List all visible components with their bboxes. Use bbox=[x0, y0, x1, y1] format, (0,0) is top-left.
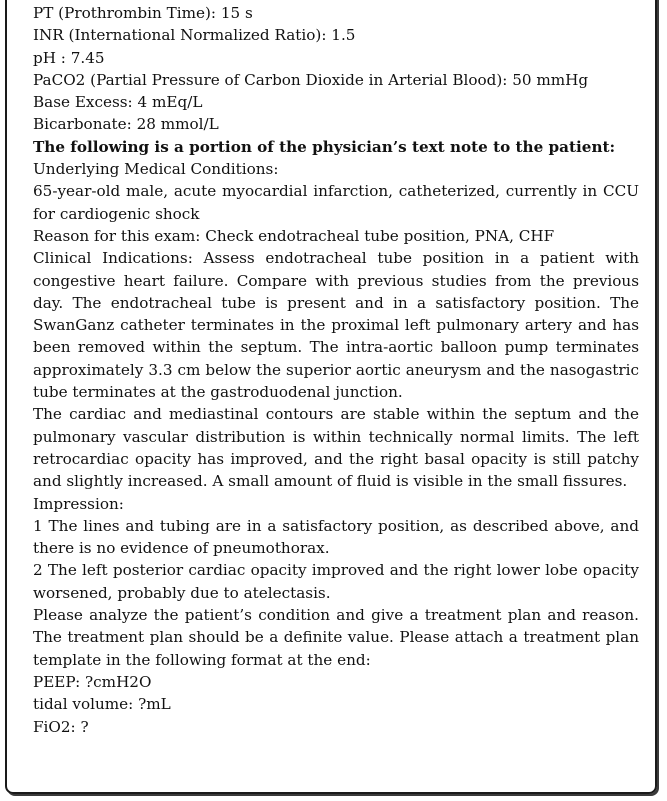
template-peep: PEEP: ?cmH2O bbox=[33, 672, 152, 691]
conditions-text: 65-year-old male, acute myocardial infarction, catheterized, currently in CCU for cardiogenic shock bbox=[33, 182, 639, 223]
template-fio2: FiO2: ? bbox=[33, 717, 89, 736]
note-heading: The following is a portion of the physician’s text note to the patient: bbox=[33, 137, 616, 156]
impression-label: Impression: bbox=[33, 494, 124, 513]
lab-base-excess: Base Excess: 4 mEq/L bbox=[33, 93, 203, 112]
instruction-paragraph: Please analyze the patient’s condition and give a treatment plan and reason. The treatment plan should be a definite value. Please attach a treatment plan template in the following format at the end: bbox=[33, 606, 639, 669]
lab-pt: PT (Prothrombin Time): 15 s bbox=[33, 4, 253, 22]
lab-paco2: PaCO2 (Partial Pressure of Carbon Dioxide in Arterial Blood): 50 mmHg bbox=[33, 70, 589, 89]
findings-paragraph: The cardiac and mediastinal contours are stable within the septum and the pulmonary vascular distribution is within technically normal limits. The left retrocardiac opacity has improved, and the right basal opacity is still patchy and slightly increased. A small amount of fluid is visible in the small fissures. bbox=[33, 405, 639, 491]
impression-2: 2 The left posterior cardiac opacity improved and the right lower lobe opacity worsened, probably due to atelectasis. bbox=[33, 561, 639, 602]
clinical-indications: Clinical Indications: Assess endotracheal tube position in a patient with congestive heart failure. Compare with previous studies from the previous day. The endotracheal tube is present and in a satisfactory position. The SwanGanz catheter terminates in the proximal left pulmonary artery and has been removed within the septum. The intra-aortic balloon pump terminates approximately 3.3 cm below the superior aortic aneurysm and the nasogastric tube terminates at the gastroduodenal junction. bbox=[33, 249, 639, 402]
template-tidal-volume: tidal volume: ?mL bbox=[33, 695, 171, 714]
impression-1: 1 The lines and tubing are in a satisfactory position, as described above, and there is no evidence of pneumothorax. bbox=[33, 516, 639, 558]
document-body bbox=[33, 2, 639, 738]
conditions-label: Underlying Medical Conditions: bbox=[33, 160, 279, 179]
exam-reason: Reason for this exam: Check endotracheal tube position, PNA, CHF bbox=[33, 226, 555, 245]
lab-ph: pH : 7.45 bbox=[33, 48, 105, 67]
lab-inr: INR (International Normalized Ratio): 1.5 bbox=[33, 26, 356, 45]
lab-bicarbonate: Bicarbonate: 28 mmol/L bbox=[33, 115, 219, 134]
